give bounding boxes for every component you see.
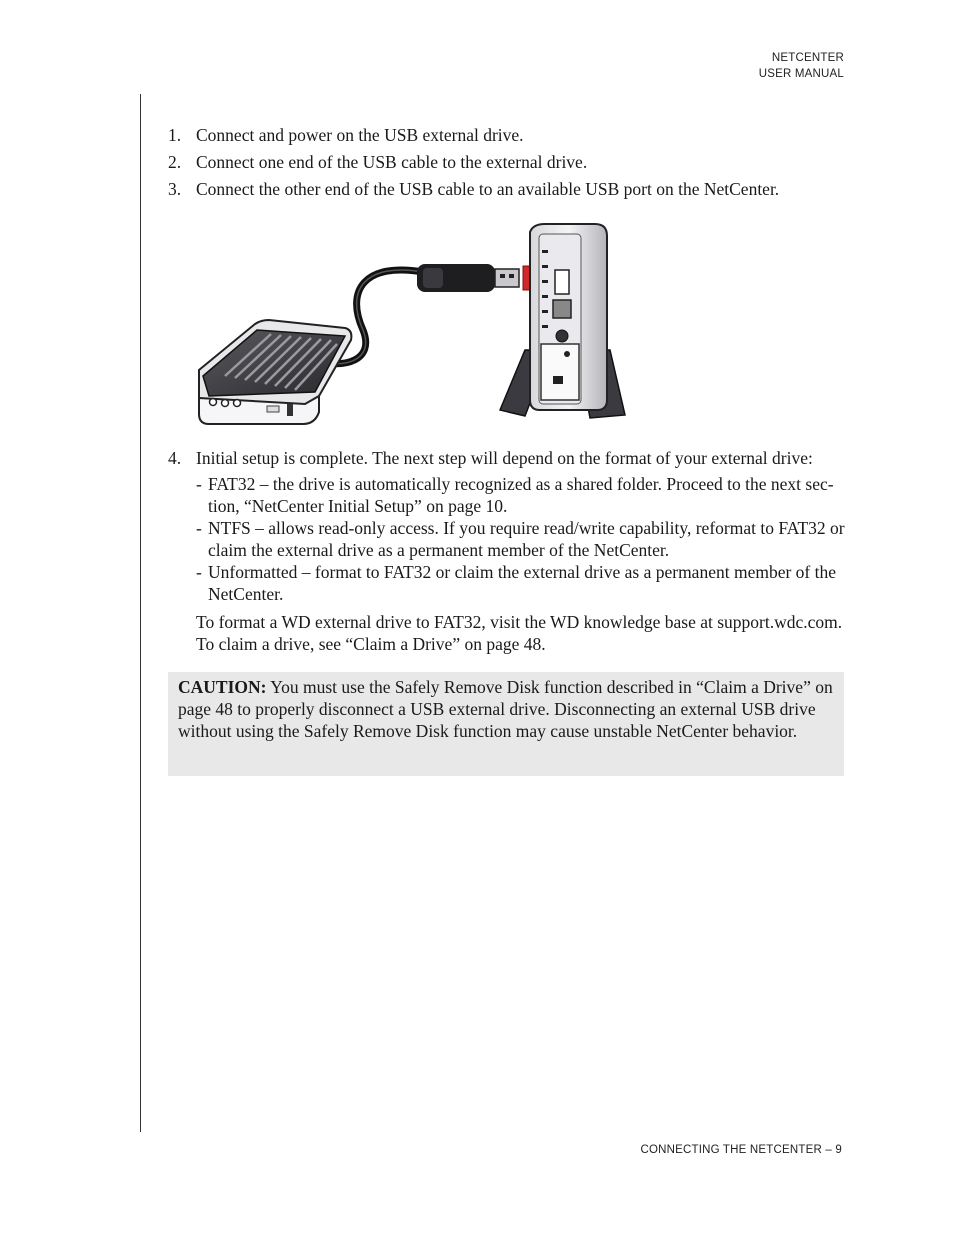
step-text: Connect the other end of the USB cable to an available USB port on the NetCenter. xyxy=(196,179,780,199)
netcenter-tower xyxy=(530,224,607,410)
header-product: NETCENTER xyxy=(771,52,844,64)
format-option-text: FAT32 – the drive is automatically recognized as a shared folder. Proceed to the next sec-tion, “NetCenter Initial Setup” on page 10. xyxy=(208,474,834,516)
step-text: Connect one end of the USB cable to the external drive. xyxy=(196,152,588,172)
format-option-unformatted xyxy=(196,561,848,605)
usb-plug xyxy=(417,264,519,292)
step-text: Connect and power on the USB external drive. xyxy=(196,125,524,145)
format-option-text: NTFS – allows read-only access. If you require read/write capability, reformat to FAT32 or claim the external drive as a permanent member of the NetCenter. xyxy=(208,518,845,560)
step-text: Initial setup is complete. The next step will depend on the format of your external drive: xyxy=(196,448,813,468)
caution-text: You must use the Safely Remove Disk function described in “Claim a Drive” on page 48 to properly disconnect a USB external drive. Disconnecting an external USB drive without using the Safely Remove Disk function may cause unstable NetCenter behavior. xyxy=(178,677,833,741)
caution-label: CAUTION: xyxy=(178,677,267,697)
list-dash: - xyxy=(196,474,202,494)
format-option-ntfs xyxy=(196,517,848,561)
list-dash: - xyxy=(196,562,202,582)
step-3 xyxy=(168,178,779,200)
step-number: 4. xyxy=(168,448,182,468)
step-number: 2. xyxy=(168,152,182,172)
margin-rule xyxy=(140,94,141,1132)
page-footer: CONNECTING THE NETCENTER – 9 xyxy=(640,1144,842,1156)
format-note: To format a WD external drive to FAT32, visit the WD knowledge base at support.wdc.com. To claim a drive, see “Claim a Drive” on page 48. xyxy=(196,612,843,654)
step-4 xyxy=(168,447,848,655)
illustration-svg xyxy=(195,220,635,432)
format-option-fat32 xyxy=(196,473,848,517)
usb-connection-illustration xyxy=(195,220,635,432)
format-option-text: Unformatted – format to FAT32 or claim the external drive as a permanent member of the NetCenter. xyxy=(208,562,837,604)
step-number: 1. xyxy=(168,125,182,145)
external-usb-drive xyxy=(199,320,351,424)
step-2 xyxy=(168,151,587,173)
list-dash: - xyxy=(196,518,202,538)
header-doc-type: USER MANUAL xyxy=(758,68,844,80)
step-4-intro xyxy=(168,447,848,469)
caution-box xyxy=(168,672,844,776)
page-header xyxy=(759,50,844,82)
step-1 xyxy=(168,124,524,146)
step-number: 3. xyxy=(168,179,182,199)
